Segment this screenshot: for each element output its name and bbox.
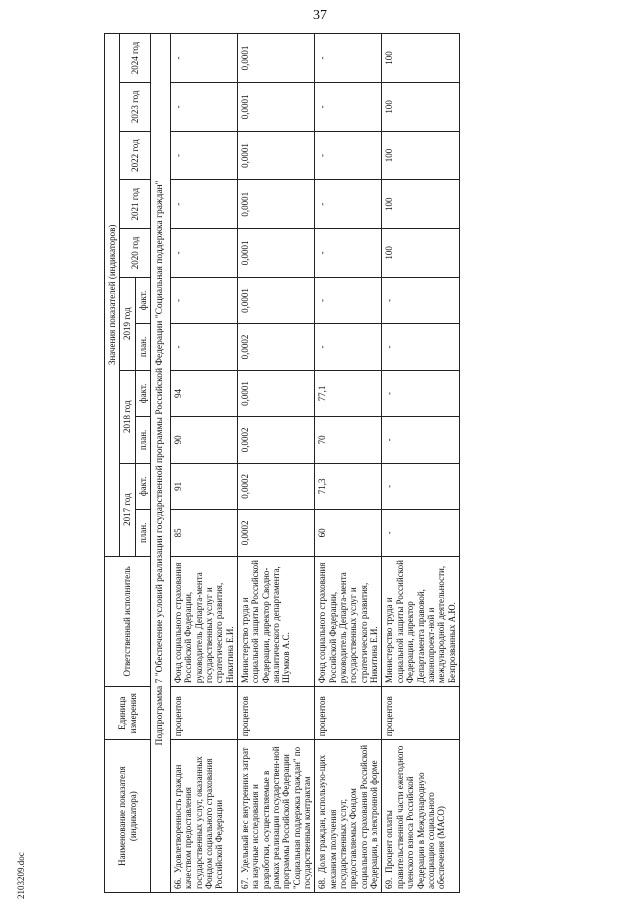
row-number: 69. [384, 877, 395, 889]
value-cell: 0,0001 [238, 229, 315, 278]
value-cell: 0,0002 [238, 324, 315, 370]
indicator-name: Процент оплаты правительственной части ежегодного членского взноса Российской Федерации в Международную ассоциацию социального обеспечения (МАСО) [384, 745, 447, 889]
responsible-cell: Министерство труда и социальной защиты Российской Федерации, директор Сводно-аналитического департамента, Шумков А.С. [238, 556, 315, 687]
value-cell: 0,0001 [238, 83, 315, 132]
row-number: 68. [317, 877, 328, 889]
indicator-name: Удельный вес внутренних затрат на научные исследования и разработки, осуществляемые в рамках реализации государствен-ной программы Российской Федерации "Социальная поддержка граждан" по государственным контрактам [240, 746, 313, 889]
value-cell: - [315, 277, 382, 323]
value-cell: 0,0001 [238, 131, 315, 180]
table-row [170, 34, 237, 893]
value-cell: 100 [382, 131, 459, 180]
value-cell: 60 [315, 510, 382, 556]
value-cell: - [315, 34, 382, 83]
value-cell: 100 [382, 229, 459, 278]
header-2018: 2018 год [120, 370, 135, 463]
value-cell: 0,0002 [238, 417, 315, 463]
unit-cell: процентов [315, 687, 382, 740]
value-cell: - [315, 229, 382, 278]
header-name: Наименование показателя (индикатора) [105, 740, 151, 893]
value-cell: 0,0001 [238, 277, 315, 323]
header-fact: факт. [135, 463, 150, 509]
indicator-name-cell [315, 740, 382, 893]
header-responsible: Ответственный исполнитель [105, 556, 151, 687]
table-row [315, 34, 382, 893]
value-cell: 0,0002 [238, 510, 315, 556]
indicator-name-cell [238, 740, 315, 893]
value-cell: - [382, 463, 459, 509]
unit-cell: процентов [238, 687, 315, 740]
value-cell: 0,0001 [238, 180, 315, 229]
row-number: 67. [240, 877, 251, 889]
table-row [382, 34, 459, 893]
value-cell: - [382, 510, 459, 556]
indicator-name: Удовлетворенность граждан качеством предоставления государственных услуг, оказанных Фондом социального страхования Российской Федерации [172, 756, 225, 889]
value-cell: - [170, 83, 237, 132]
indicator-name-cell [382, 740, 459, 893]
page-number: 37 [313, 8, 327, 23]
table-row [238, 34, 315, 893]
value-cell: 91 [170, 463, 237, 509]
value-cell: 77,1 [315, 370, 382, 416]
unit-cell: процентов [382, 687, 459, 740]
value-cell: - [170, 34, 237, 83]
value-cell: 100 [382, 180, 459, 229]
header-2023: 2023 год [120, 83, 151, 132]
value-cell: - [315, 324, 382, 370]
value-cell: - [382, 324, 459, 370]
value-cell: - [170, 277, 237, 323]
value-cell: 85 [170, 510, 237, 556]
value-cell: - [382, 417, 459, 463]
header-2020: 2020 год [120, 229, 151, 278]
header-2017: 2017 год [120, 463, 135, 556]
subprogram-title: Подпрограмма 7 "Обеспечение условий реализации государственной программы Российской Федерации "Социальная поддержка граждан" [151, 34, 171, 893]
header-plan: план. [135, 510, 150, 556]
responsible-cell: Фонд социального страхования Российской Федерации, руководитель Департа-мента государственных услуг и стратегического развития, Никитина Е.И. [315, 556, 382, 687]
value-cell: 0,0002 [238, 463, 315, 509]
value-cell: 100 [382, 83, 459, 132]
header-fact: факт. [135, 277, 150, 323]
header-2024: 2024 год [120, 34, 151, 83]
indicators-table [104, 33, 460, 893]
value-cell: - [382, 370, 459, 416]
value-cell: - [382, 277, 459, 323]
value-cell: 0,0001 [238, 370, 315, 416]
value-cell: - [315, 180, 382, 229]
header-fact: факт. [135, 370, 150, 416]
header-unit: Единица измерения [105, 687, 151, 740]
indicator-name-cell [170, 740, 237, 893]
responsible-cell: Министерство труда и социальной защиты Российской Федерации, директор Департамента правовой, законопроект-ной и международной деятельности, Безпрозванных А.Ю. [382, 556, 459, 687]
document-code: 2103209.doc [16, 852, 26, 899]
header-2019: 2019 год [120, 277, 135, 370]
value-cell: - [170, 229, 237, 278]
value-cell: - [315, 131, 382, 180]
value-cell: - [170, 131, 237, 180]
header-values: Значения показателей (индикаторов) [105, 34, 120, 557]
responsible-cell: Фонд социального страхования Российской Федерации, руководитель Департа-мента государственных услуг и стратегического развития, Никитина Е.И. [170, 556, 237, 687]
value-cell: 71,3 [315, 463, 382, 509]
header-2022: 2022 год [120, 131, 151, 180]
header-plan: план. [135, 417, 150, 463]
indicator-name: Доля граждан, использую-щих механизм получения государственных услуг, предоставляемых Фондом социального страхования Российской Федерации, в электронной форме [317, 744, 380, 889]
value-cell: - [170, 180, 237, 229]
value-cell: 90 [170, 417, 237, 463]
value-cell: 0,0001 [238, 34, 315, 83]
unit-cell: процентов [170, 687, 237, 740]
header-2021: 2021 год [120, 180, 151, 229]
rotated-table-container [104, 33, 604, 893]
row-number: 66. [172, 877, 183, 889]
value-cell: - [315, 83, 382, 132]
header-plan: план. [135, 324, 150, 370]
value-cell: - [170, 324, 237, 370]
value-cell: 94 [170, 370, 237, 416]
value-cell: 100 [382, 34, 459, 83]
value-cell: 70 [315, 417, 382, 463]
